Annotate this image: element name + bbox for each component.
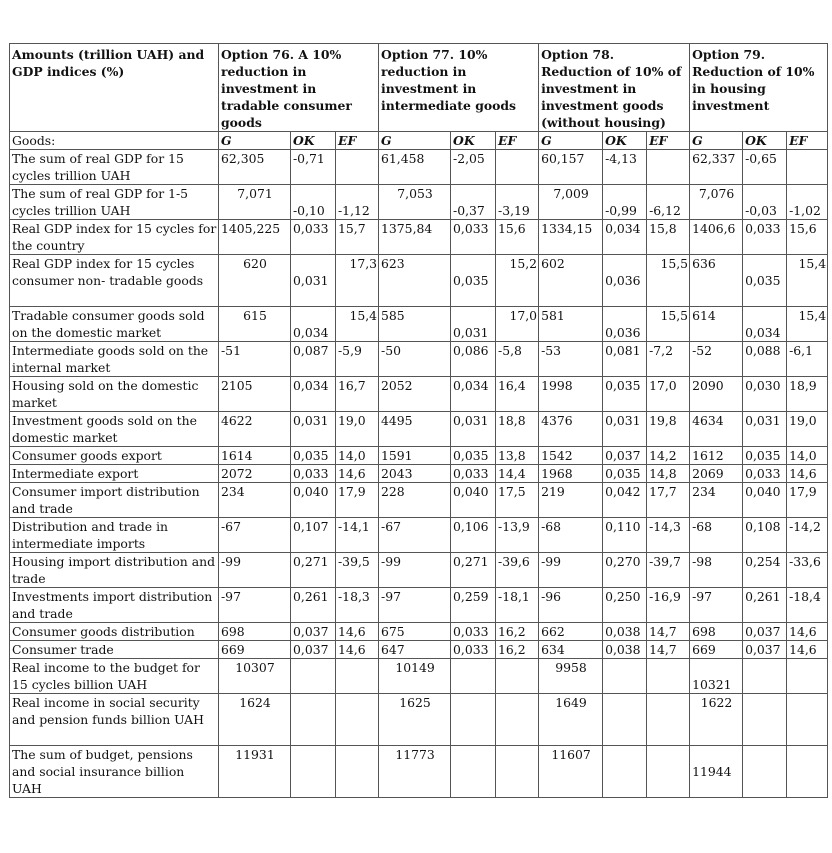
cell: 0,031 bbox=[291, 255, 336, 307]
row-label: Housing sold on the domestic market bbox=[10, 377, 219, 412]
cell: -97 bbox=[690, 588, 743, 623]
cell: -99 bbox=[379, 553, 451, 588]
cell bbox=[787, 150, 828, 185]
cell: 1614 bbox=[219, 447, 291, 465]
cell bbox=[336, 746, 379, 798]
cell bbox=[743, 659, 787, 694]
cell: -2,05 bbox=[451, 150, 496, 185]
cell: -18,3 bbox=[336, 588, 379, 623]
cell: 17,0 bbox=[496, 307, 539, 342]
row-label: Tradable consumer goods sold on the domestic market bbox=[10, 307, 219, 342]
cell bbox=[743, 694, 787, 746]
cell bbox=[451, 746, 496, 798]
table-row bbox=[10, 694, 828, 746]
cell: 2069 bbox=[690, 465, 743, 483]
cell: 17,5 bbox=[496, 483, 539, 518]
subheader-row bbox=[10, 132, 828, 150]
cell: 15,6 bbox=[496, 220, 539, 255]
cell: 7,071 bbox=[219, 185, 291, 220]
cell: 15,7 bbox=[336, 220, 379, 255]
cell: 228 bbox=[379, 483, 451, 518]
cell: 1591 bbox=[379, 447, 451, 465]
cell: -0,10 bbox=[291, 185, 336, 220]
cell: 0,271 bbox=[451, 553, 496, 588]
cell: -68 bbox=[690, 518, 743, 553]
cell: 4495 bbox=[379, 412, 451, 447]
col-g: G bbox=[690, 132, 743, 150]
cell: 636 bbox=[690, 255, 743, 307]
cell: 0,033 bbox=[291, 220, 336, 255]
cell: 1334,15 bbox=[539, 220, 603, 255]
row-label: The sum of real GDP for 15 cycles trillion UAH bbox=[10, 150, 219, 185]
cell: -50 bbox=[379, 342, 451, 377]
cell bbox=[787, 694, 828, 746]
cell: 1622 bbox=[690, 694, 743, 746]
cell bbox=[451, 694, 496, 746]
cell: -39,5 bbox=[336, 553, 379, 588]
cell: 14,6 bbox=[787, 465, 828, 483]
cell: 0,042 bbox=[603, 483, 647, 518]
cell: 7,009 bbox=[539, 185, 603, 220]
cell: 0,110 bbox=[603, 518, 647, 553]
cell: -5,8 bbox=[496, 342, 539, 377]
cell: 0,034 bbox=[291, 377, 336, 412]
cell: 0,033 bbox=[451, 465, 496, 483]
row-label: Intermediate goods sold on the internal market bbox=[10, 342, 219, 377]
cell: 1624 bbox=[219, 694, 291, 746]
cell: 13,8 bbox=[496, 447, 539, 465]
cell: 14,8 bbox=[647, 465, 690, 483]
cell: 14,0 bbox=[336, 447, 379, 465]
cell: 0,038 bbox=[603, 641, 647, 659]
cell: -33,6 bbox=[787, 553, 828, 588]
row-label: Real GDP index for 15 cycles consumer non- tradable goods bbox=[10, 255, 219, 307]
cell: 585 bbox=[379, 307, 451, 342]
cell: -13,9 bbox=[496, 518, 539, 553]
cell: -51 bbox=[219, 342, 291, 377]
row-label: Distribution and trade in intermediate imports bbox=[10, 518, 219, 553]
row-label: Consumer trade bbox=[10, 641, 219, 659]
cell: 18,8 bbox=[496, 412, 539, 447]
cell: 14,2 bbox=[647, 447, 690, 465]
table-row bbox=[10, 623, 828, 641]
col-ef: EF bbox=[336, 132, 379, 150]
cell: 0,035 bbox=[291, 447, 336, 465]
cell: 7,076 bbox=[690, 185, 743, 220]
table-row bbox=[10, 307, 828, 342]
cell: 62,305 bbox=[219, 150, 291, 185]
cell: 1542 bbox=[539, 447, 603, 465]
table-row bbox=[10, 465, 828, 483]
cell bbox=[496, 659, 539, 694]
cell: 0,259 bbox=[451, 588, 496, 623]
col-g: G bbox=[539, 132, 603, 150]
goods-label: Goods: bbox=[10, 132, 219, 150]
cell: 0,086 bbox=[451, 342, 496, 377]
row-label: Real GDP index for 15 cycles for the country bbox=[10, 220, 219, 255]
cell: 0,031 bbox=[451, 307, 496, 342]
cell: 4634 bbox=[690, 412, 743, 447]
cell: 15,8 bbox=[647, 220, 690, 255]
col-ok: OK bbox=[603, 132, 647, 150]
cell: -14,2 bbox=[787, 518, 828, 553]
option-79-header: Option 79. Reduction of 10% in housing investment bbox=[690, 44, 828, 132]
cell: 11944 bbox=[690, 746, 743, 798]
cell: -99 bbox=[539, 553, 603, 588]
cell: 698 bbox=[690, 623, 743, 641]
cell bbox=[496, 150, 539, 185]
option-78-header: Option 78. Reduction of 10% of investment in investment goods (without housing) bbox=[539, 44, 690, 132]
cell: 17,9 bbox=[336, 483, 379, 518]
cell: 0,034 bbox=[291, 307, 336, 342]
cell: -68 bbox=[539, 518, 603, 553]
cell: 647 bbox=[379, 641, 451, 659]
cell: 0,034 bbox=[743, 307, 787, 342]
cell: -14,1 bbox=[336, 518, 379, 553]
cell bbox=[496, 694, 539, 746]
cell: 0,034 bbox=[451, 377, 496, 412]
cell bbox=[291, 694, 336, 746]
col-ok: OK bbox=[291, 132, 336, 150]
cell: -0,99 bbox=[603, 185, 647, 220]
cell: 0,088 bbox=[743, 342, 787, 377]
cell: 0,031 bbox=[603, 412, 647, 447]
cell: 614 bbox=[690, 307, 743, 342]
cell: 0,031 bbox=[291, 412, 336, 447]
cell: 2043 bbox=[379, 465, 451, 483]
cell: 0,106 bbox=[451, 518, 496, 553]
table-row bbox=[10, 412, 828, 447]
cell: 61,458 bbox=[379, 150, 451, 185]
cell: -6,12 bbox=[647, 185, 690, 220]
cell: 14,6 bbox=[336, 641, 379, 659]
cell: -7,2 bbox=[647, 342, 690, 377]
cell: 669 bbox=[690, 641, 743, 659]
table-row bbox=[10, 342, 828, 377]
cell: 0,038 bbox=[603, 623, 647, 641]
cell: -53 bbox=[539, 342, 603, 377]
cell: 1968 bbox=[539, 465, 603, 483]
cell bbox=[647, 746, 690, 798]
table-row bbox=[10, 641, 828, 659]
cell bbox=[787, 746, 828, 798]
cell: 11607 bbox=[539, 746, 603, 798]
cell: -52 bbox=[690, 342, 743, 377]
cell: 17,0 bbox=[647, 377, 690, 412]
cell bbox=[336, 659, 379, 694]
cell: 0,254 bbox=[743, 553, 787, 588]
cell bbox=[743, 746, 787, 798]
cell: 18,9 bbox=[787, 377, 828, 412]
col-ef: EF bbox=[787, 132, 828, 150]
table-row bbox=[10, 553, 828, 588]
cell: -16,9 bbox=[647, 588, 690, 623]
cell: -3,19 bbox=[496, 185, 539, 220]
cell: 0,035 bbox=[743, 447, 787, 465]
row-label: The sum of real GDP for 1-5 cycles trillion UAH bbox=[10, 185, 219, 220]
cell: 0,261 bbox=[743, 588, 787, 623]
cell: 10321 bbox=[690, 659, 743, 694]
cell: 0,107 bbox=[291, 518, 336, 553]
cell: 623 bbox=[379, 255, 451, 307]
cell: 11931 bbox=[219, 746, 291, 798]
row-label: Consumer import distribution and trade bbox=[10, 483, 219, 518]
cell: 17,7 bbox=[647, 483, 690, 518]
cell: 0,033 bbox=[451, 623, 496, 641]
cell: 615 bbox=[219, 307, 291, 342]
cell: -97 bbox=[379, 588, 451, 623]
col-g: G bbox=[379, 132, 451, 150]
cell: 14,4 bbox=[496, 465, 539, 483]
cell bbox=[647, 659, 690, 694]
cell: 15,4 bbox=[787, 307, 828, 342]
cell: -6,1 bbox=[787, 342, 828, 377]
cell: 16,7 bbox=[336, 377, 379, 412]
cell: 15,4 bbox=[787, 255, 828, 307]
cell: 0,040 bbox=[451, 483, 496, 518]
cell: 62,337 bbox=[690, 150, 743, 185]
row-label: Investments import distribution and trade bbox=[10, 588, 219, 623]
cell: 14,7 bbox=[647, 623, 690, 641]
cell: 14,7 bbox=[647, 641, 690, 659]
table-row bbox=[10, 588, 828, 623]
cell: 1406,6 bbox=[690, 220, 743, 255]
cell: 1998 bbox=[539, 377, 603, 412]
cell: 0,035 bbox=[451, 255, 496, 307]
cell bbox=[603, 659, 647, 694]
cell: 0,037 bbox=[603, 447, 647, 465]
col-ok: OK bbox=[451, 132, 496, 150]
cell: 0,030 bbox=[743, 377, 787, 412]
table-row bbox=[10, 746, 828, 798]
cell: 15,6 bbox=[787, 220, 828, 255]
cell: 0,033 bbox=[291, 465, 336, 483]
header-label: Amounts (trillion UAH) and GDP indices (%) bbox=[10, 44, 219, 132]
cell: 0,081 bbox=[603, 342, 647, 377]
cell: 4376 bbox=[539, 412, 603, 447]
header-row bbox=[10, 44, 828, 132]
cell bbox=[603, 694, 647, 746]
cell bbox=[291, 659, 336, 694]
cell: -0,71 bbox=[291, 150, 336, 185]
cell: -1,12 bbox=[336, 185, 379, 220]
table-row bbox=[10, 185, 828, 220]
cell: 9958 bbox=[539, 659, 603, 694]
cell: 0,261 bbox=[291, 588, 336, 623]
cell: -0,65 bbox=[743, 150, 787, 185]
table-row bbox=[10, 447, 828, 465]
cell: 10149 bbox=[379, 659, 451, 694]
cell: 7,053 bbox=[379, 185, 451, 220]
cell: -98 bbox=[690, 553, 743, 588]
cell: 2052 bbox=[379, 377, 451, 412]
cell: 19,8 bbox=[647, 412, 690, 447]
table-row bbox=[10, 659, 828, 694]
cell: 14,6 bbox=[787, 641, 828, 659]
row-label: Intermediate export bbox=[10, 465, 219, 483]
table-row bbox=[10, 483, 828, 518]
cell: -14,3 bbox=[647, 518, 690, 553]
results-table bbox=[9, 43, 828, 798]
cell: -96 bbox=[539, 588, 603, 623]
cell: 0,035 bbox=[603, 377, 647, 412]
cell: 10307 bbox=[219, 659, 291, 694]
cell: 14,6 bbox=[787, 623, 828, 641]
cell bbox=[647, 694, 690, 746]
row-label: Consumer goods distribution bbox=[10, 623, 219, 641]
row-label: Investment goods sold on the domestic market bbox=[10, 412, 219, 447]
cell: -97 bbox=[219, 588, 291, 623]
cell: 0,037 bbox=[743, 623, 787, 641]
cell: 0,087 bbox=[291, 342, 336, 377]
cell bbox=[291, 746, 336, 798]
col-ef: EF bbox=[496, 132, 539, 150]
row-label: Housing import distribution and trade bbox=[10, 553, 219, 588]
cell: 0,034 bbox=[603, 220, 647, 255]
cell: -1,02 bbox=[787, 185, 828, 220]
table-row bbox=[10, 518, 828, 553]
cell bbox=[603, 746, 647, 798]
cell: 0,035 bbox=[603, 465, 647, 483]
cell: 19,0 bbox=[336, 412, 379, 447]
cell: -0,37 bbox=[451, 185, 496, 220]
cell: 14,6 bbox=[336, 623, 379, 641]
cell: 0,033 bbox=[743, 465, 787, 483]
cell: 2105 bbox=[219, 377, 291, 412]
cell: 0,040 bbox=[743, 483, 787, 518]
cell: 14,0 bbox=[787, 447, 828, 465]
cell: 0,040 bbox=[291, 483, 336, 518]
cell bbox=[336, 694, 379, 746]
cell: 2090 bbox=[690, 377, 743, 412]
cell: 698 bbox=[219, 623, 291, 641]
cell: 0,036 bbox=[603, 307, 647, 342]
cell: 17,3 bbox=[336, 255, 379, 307]
cell: -4,13 bbox=[603, 150, 647, 185]
cell: 2072 bbox=[219, 465, 291, 483]
cell: 14,6 bbox=[336, 465, 379, 483]
cell: 4622 bbox=[219, 412, 291, 447]
row-label: Consumer goods export bbox=[10, 447, 219, 465]
option-76-header: Option 76. A 10% reduction in investment in tradable consumer goods bbox=[219, 44, 379, 132]
option-77-header: Option 77. 10% reduction in investment in intermediate goods bbox=[379, 44, 539, 132]
cell: -39,7 bbox=[647, 553, 690, 588]
cell: 0,033 bbox=[743, 220, 787, 255]
cell: 1649 bbox=[539, 694, 603, 746]
cell: -0,03 bbox=[743, 185, 787, 220]
cell: 234 bbox=[219, 483, 291, 518]
cell: 0,031 bbox=[743, 412, 787, 447]
cell: 0,037 bbox=[743, 641, 787, 659]
cell: 60,157 bbox=[539, 150, 603, 185]
cell: 15,5 bbox=[647, 307, 690, 342]
cell: 0,037 bbox=[291, 641, 336, 659]
cell: -18,1 bbox=[496, 588, 539, 623]
row-label: Real income to the budget for 15 cycles billion UAH bbox=[10, 659, 219, 694]
cell bbox=[496, 746, 539, 798]
cell: 675 bbox=[379, 623, 451, 641]
cell: 0,035 bbox=[743, 255, 787, 307]
cell bbox=[451, 659, 496, 694]
table-row bbox=[10, 255, 828, 307]
cell: -5,9 bbox=[336, 342, 379, 377]
cell: 0,250 bbox=[603, 588, 647, 623]
cell: 0,036 bbox=[603, 255, 647, 307]
table-row bbox=[10, 220, 828, 255]
cell: 1625 bbox=[379, 694, 451, 746]
cell: 1375,84 bbox=[379, 220, 451, 255]
cell: 0,037 bbox=[291, 623, 336, 641]
table-row bbox=[10, 150, 828, 185]
cell: 0,270 bbox=[603, 553, 647, 588]
cell: 11773 bbox=[379, 746, 451, 798]
table-row bbox=[10, 377, 828, 412]
cell: 219 bbox=[539, 483, 603, 518]
cell: -18,4 bbox=[787, 588, 828, 623]
col-ef: EF bbox=[647, 132, 690, 150]
cell: 15,5 bbox=[647, 255, 690, 307]
cell: 16,2 bbox=[496, 641, 539, 659]
cell: 1405,225 bbox=[219, 220, 291, 255]
cell: 662 bbox=[539, 623, 603, 641]
cell: 0,031 bbox=[451, 412, 496, 447]
cell: 634 bbox=[539, 641, 603, 659]
cell: 0,108 bbox=[743, 518, 787, 553]
cell: 0,035 bbox=[451, 447, 496, 465]
row-label: Real income in social security and pension funds billion UAH bbox=[10, 694, 219, 746]
cell: 581 bbox=[539, 307, 603, 342]
cell bbox=[647, 150, 690, 185]
row-label: The sum of budget, pensions and social insurance billion UAH bbox=[10, 746, 219, 798]
col-g: G bbox=[219, 132, 291, 150]
cell bbox=[336, 150, 379, 185]
cell: 620 bbox=[219, 255, 291, 307]
cell: 19,0 bbox=[787, 412, 828, 447]
cell: 0,033 bbox=[451, 220, 496, 255]
cell: 1612 bbox=[690, 447, 743, 465]
cell: -99 bbox=[219, 553, 291, 588]
cell: -67 bbox=[219, 518, 291, 553]
cell: 0,271 bbox=[291, 553, 336, 588]
cell bbox=[787, 659, 828, 694]
cell: 15,2 bbox=[496, 255, 539, 307]
cell: 234 bbox=[690, 483, 743, 518]
cell: -39,6 bbox=[496, 553, 539, 588]
cell: 16,2 bbox=[496, 623, 539, 641]
cell: 0,033 bbox=[451, 641, 496, 659]
cell: -67 bbox=[379, 518, 451, 553]
cell: 17,9 bbox=[787, 483, 828, 518]
col-ok: OK bbox=[743, 132, 787, 150]
cell: 16,4 bbox=[496, 377, 539, 412]
cell: 15,4 bbox=[336, 307, 379, 342]
cell: 669 bbox=[219, 641, 291, 659]
cell: 602 bbox=[539, 255, 603, 307]
